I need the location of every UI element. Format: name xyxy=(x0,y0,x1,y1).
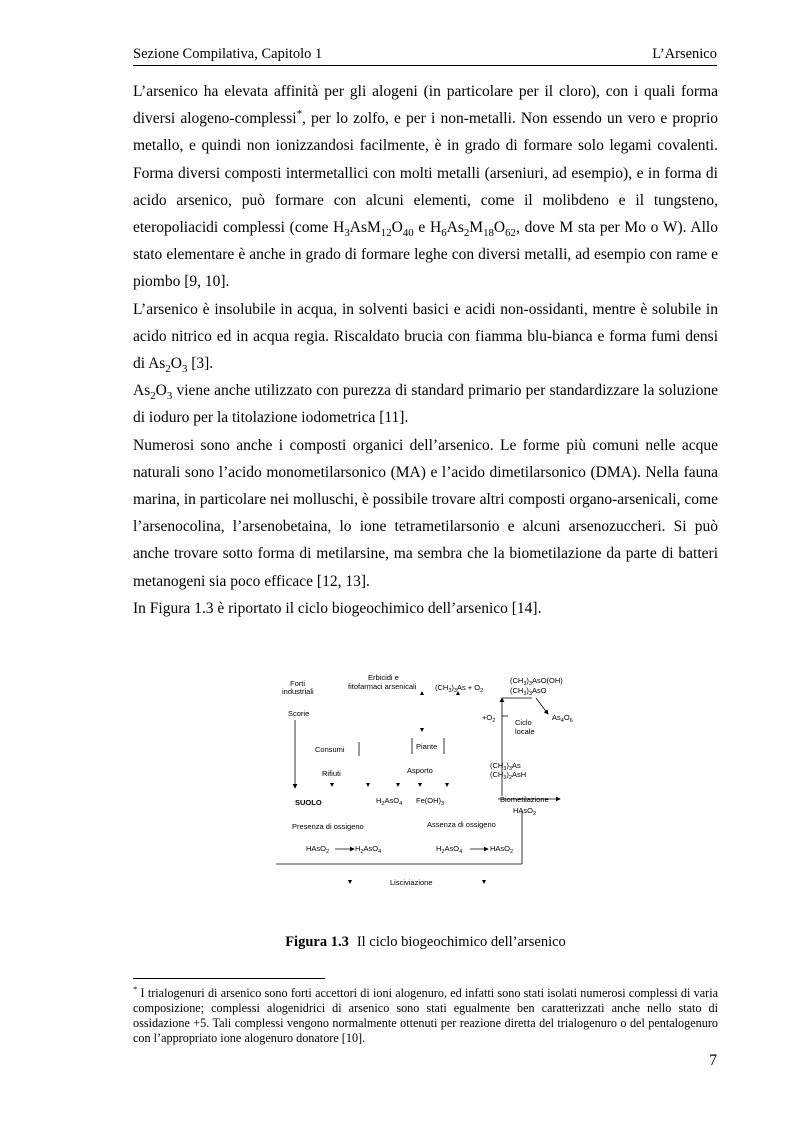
page-number: 7 xyxy=(709,1052,717,1069)
label-asporto: Asporto xyxy=(407,766,433,775)
label-presenza: Presenza di ossigeno xyxy=(292,822,364,831)
label-locale: locale xyxy=(515,727,535,736)
caption-label: Figura 1.3 xyxy=(285,934,349,950)
label-consumi: Consumi xyxy=(315,745,345,754)
footnote xyxy=(133,983,718,1046)
caption-text: Il ciclo biogeochimico dell’arsenico xyxy=(356,934,566,950)
footnote-mark: * xyxy=(133,983,138,994)
label-haso2-right: HAsO$_2$ xyxy=(490,844,514,855)
label-piante: Piante xyxy=(416,742,438,751)
formula-as2o3: $As_2O_3$ xyxy=(148,355,188,376)
formula-as2o3: $As_2O_3$ xyxy=(133,382,173,403)
formula-heteropolyacid-1: $H_3AsM_{12}O_{40}$ xyxy=(333,219,414,240)
label-ch3-3aso-2: $(CH_3)_3AsO$ xyxy=(510,686,547,697)
label-h2aso4-top: $H_2AsO_4$ xyxy=(376,796,403,807)
label-erbicidi: Erbicidi e xyxy=(368,673,399,682)
label-h2aso4-left: $H_2AsO_4$ xyxy=(355,844,382,855)
label-haso2-bio: HAsO$_2$ xyxy=(513,806,537,817)
body-text xyxy=(133,78,718,622)
header-rule xyxy=(133,65,717,66)
label-biometilazione: Biometilazione xyxy=(500,795,549,804)
figure-caption xyxy=(133,934,718,951)
label-ch3-2ash: $(CH_3)_2AsH$ xyxy=(490,770,527,781)
diagram-canvas xyxy=(270,668,600,894)
label-rifiuti: Rifiuti xyxy=(322,769,341,778)
header-section: Sezione Compilativa, Capitolo 1 xyxy=(133,46,323,62)
label-forti: Forti xyxy=(290,679,305,688)
label-scorie: Scorie xyxy=(288,709,310,718)
label-o2: $+O_2$ xyxy=(482,713,496,724)
label-lisciviazione: Lisciviazione xyxy=(390,878,433,887)
paragraph-5: In Figura 1.3 è riportato il ciclo biogeochimico dell’arsenico [14]. xyxy=(133,599,542,617)
label-assenza: Assenza di ossigeno xyxy=(427,820,496,829)
label-ch3-aso-oh: $(CH_3)_3AsO(OH)$ xyxy=(510,676,563,687)
paragraph-3: $As_2O_3$ viene anche utilizzato con purezza di standard primario per standardizzare la soluzione di ioduro per la titolazione iodometrica [11]. xyxy=(133,382,718,427)
footnote-rule xyxy=(133,978,325,979)
footnote-text: I trialogenuri di arsenico sono forti accettori di ioni alogenuro, ed infatti sono stati isolati numerosi complessi di varia composizione; complessi alogenidrici di arsenico sono stati egualmente ben caratterizzati anche nello stato di ossidazione +5. Tali complessi vengono normalmente ottenuti per reazione diretta del trialogenuro o del pentalogenuro con l’appropriato ione alogenuro donatore [10]. xyxy=(133,986,718,1046)
label-feoh3: $Fe(OH)_3$ xyxy=(416,796,445,807)
paragraph-4: Numerosi sono anche i composti organici dell’arsenico. Le forme più comuni nelle acque naturali sono l’acido monometilarsonico (MA) e l’acido dimetilarsonico (DMA). Nella fauna marina, in particolare nei molluschi, è possibile trovare altri composti organo-arsenicali, come l’arsenocolina, l’arsenobetaina, lo ione tetrametilarsonio e alcuni arsenozuccheri. Si può anche trovare sotto forma di metilarsine, ma sembra che la biometilazione da parte di batteri metanogeni sia poco efficace [12, 13]. xyxy=(133,436,718,590)
label-ciclo: Ciclo xyxy=(515,718,532,727)
paragraph-2: L’arsenico è insolubile in acqua, in solventi basici e acidi non-ossidanti, mentre è solubile in acido nitrico ed in acqua regia. Riscaldato brucia con fiamma blu-bianca e forma fumi densi di $As_2O_3$ [3]. xyxy=(133,300,718,376)
label-ch3-3as: $(CH_3)_3As$ xyxy=(490,761,521,772)
arsenic-cycle-diagram xyxy=(270,668,600,894)
formula-heteropolyacid-2: $H_6As_2M_{18}O_{62}$ xyxy=(430,219,516,240)
header-chapter-title: L’Arsenico xyxy=(652,46,717,62)
label-haso2-left: HAsO$_2$ xyxy=(306,844,330,855)
label-as4o6: $As_4O_6$ xyxy=(552,713,573,724)
label-fitofarmaci: fitofarmaci arsenicali xyxy=(348,682,417,691)
label-industriali: industriali xyxy=(282,687,314,696)
label-suolo: SUOLO xyxy=(295,798,322,807)
label-ch3-3aso: $(CH_3)_3As + O_2$ xyxy=(435,683,484,694)
footnote-reference[interactable]: * xyxy=(296,108,302,121)
label-h2aso4-right: $H_2AsO_4$ xyxy=(436,844,463,855)
paragraph-1: L’arsenico ha elevata affinità per gli alogeni (in particolare per il cloro), con i quali forma diversi alogeno-complessi*, per lo zolfo, e per i non-metalli. Non essendo un vero e proprio metallo, e quindi non ionizzandosi facilmente, è in grado di formare solo legami covalenti. Forma diversi composti intermetallici con molti metalli (arseniuri, ad esempio), e in forma di acido arsenico, può formare con alcuni elementi, come il molibdeno e il tungsteno, eteropoliacidi complessi (come $H_3AsM_{12}O_{40}$ e $H_6As_2M_{18}O_{62}$, dove M sta per Mo o W). Allo stato elementare è anche in grado di formare leghe con diversi metalli, ad esempio con rame e piombo [9, 10]. xyxy=(133,83,718,291)
